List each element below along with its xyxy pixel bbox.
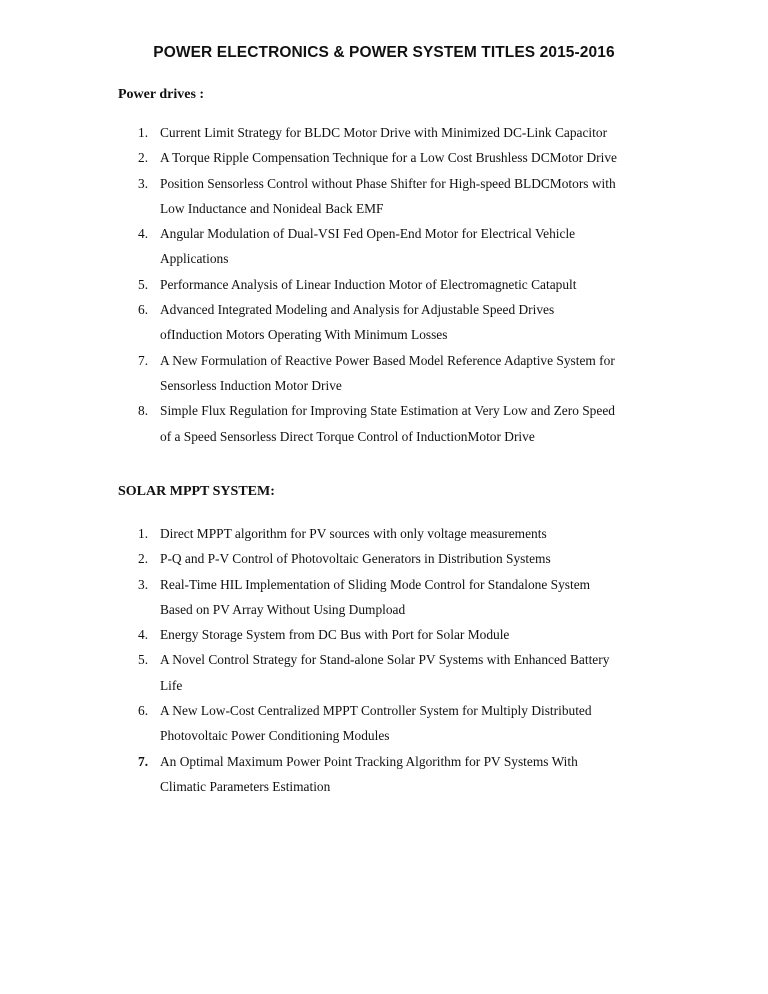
item-number: 3. bbox=[138, 175, 149, 191]
section-heading-solar-mppt: SOLAR MPPT SYSTEM: bbox=[118, 484, 275, 499]
item-text-line: Performance Analysis of Linear Induction Motor of Electromagnetic Catapult bbox=[160, 276, 577, 292]
item-text-line: ofInduction Motors Operating With Minimum Losses bbox=[160, 327, 448, 343]
list-item bbox=[118, 749, 678, 800]
list-item bbox=[118, 120, 678, 145]
page-title: POWER ELECTRONICS & POWER SYSTEM TITLES 2015-2016 bbox=[153, 44, 615, 61]
item-text-line: Low Inductance and Nonideal Back EMF bbox=[160, 200, 384, 216]
item-text-line: Advanced Integrated Modeling and Analysis for Adjustable Speed Drives bbox=[160, 302, 555, 318]
list-item bbox=[118, 272, 678, 297]
list-item bbox=[118, 171, 678, 222]
item-number: 5. bbox=[138, 652, 149, 668]
item-text-line: A Novel Control Strategy for Stand-alone Solar PV Systems with Enhanced Battery bbox=[160, 652, 610, 668]
item-text-line: Real-Time HIL Implementation of Sliding Mode Control for Standalone System bbox=[160, 576, 591, 592]
item-text-line: Simple Flux Regulation for Improving State Estimation at Very Low and Zero Speed bbox=[160, 403, 615, 419]
item-number: 6. bbox=[138, 302, 149, 318]
item-text-line: Climatic Parameters Estimation bbox=[160, 778, 331, 794]
item-number: 2. bbox=[138, 551, 149, 567]
list-item bbox=[118, 348, 678, 399]
solar-mppt-list bbox=[118, 521, 678, 799]
item-number: 7. bbox=[138, 352, 149, 368]
item-text-line: P-Q and P-V Control of Photovoltaic Generators in Distribution Systems bbox=[160, 551, 551, 567]
section-heading-power-drives: Power drives : bbox=[118, 87, 205, 102]
item-number: 5. bbox=[138, 276, 149, 292]
item-text-line: Based on PV Array Without Using Dumpload bbox=[160, 601, 406, 617]
list-item bbox=[118, 221, 678, 272]
list-item bbox=[118, 698, 678, 749]
item-number: 6. bbox=[138, 703, 149, 719]
item-text-line: Direct MPPT algorithm for PV sources with only voltage measurements bbox=[160, 526, 547, 541]
item-number: 1. bbox=[138, 526, 149, 541]
item-text-line: of a Speed Sensorless Direct Torque Control of InductionMotor Drive bbox=[160, 428, 535, 444]
list-item bbox=[118, 572, 678, 623]
item-text-line: Sensorless Induction Motor Drive bbox=[160, 377, 342, 393]
item-text-line: A New Low-Cost Centralized MPPT Controller System for Multiply Distributed bbox=[160, 703, 592, 719]
item-number: 3. bbox=[138, 576, 149, 592]
list-item bbox=[118, 297, 678, 348]
item-number: 1. bbox=[138, 125, 149, 140]
item-text-line: Position Sensorless Control without Phase Shifter for High-speed BLDCMotors with bbox=[160, 175, 616, 191]
item-text-line: Photovoltaic Power Conditioning Modules bbox=[160, 728, 390, 744]
item-text-line: Applications bbox=[160, 251, 229, 267]
list-item bbox=[118, 398, 678, 449]
power-drives-list bbox=[118, 120, 678, 449]
item-text-line: Angular Modulation of Dual-VSI Fed Open-End Motor for Electrical Vehicle bbox=[160, 226, 576, 242]
item-number: 4. bbox=[138, 627, 149, 643]
item-number: 8. bbox=[138, 403, 149, 419]
list-item bbox=[118, 622, 678, 647]
item-text-line: Current Limit Strategy for BLDC Motor Drive with Minimized DC-Link Capacitor bbox=[160, 125, 608, 140]
list-item bbox=[118, 521, 678, 546]
item-number: 4. bbox=[138, 226, 149, 242]
item-text-line: Energy Storage System from DC Bus with Port for Solar Module bbox=[160, 627, 510, 643]
item-text-line: A Torque Ripple Compensation Technique for a Low Cost Brushless DCMotor Drive bbox=[160, 150, 617, 166]
list-item bbox=[118, 546, 678, 571]
list-item bbox=[118, 647, 678, 698]
item-text-line: Life bbox=[160, 677, 183, 693]
item-number: 2. bbox=[138, 150, 149, 166]
list-item bbox=[118, 145, 678, 170]
item-text-line: An Optimal Maximum Power Point Tracking Algorithm for PV Systems With bbox=[160, 753, 578, 769]
item-text-line: A New Formulation of Reactive Power Based Model Reference Adaptive System for bbox=[160, 352, 615, 368]
item-number: 7. bbox=[138, 753, 149, 769]
